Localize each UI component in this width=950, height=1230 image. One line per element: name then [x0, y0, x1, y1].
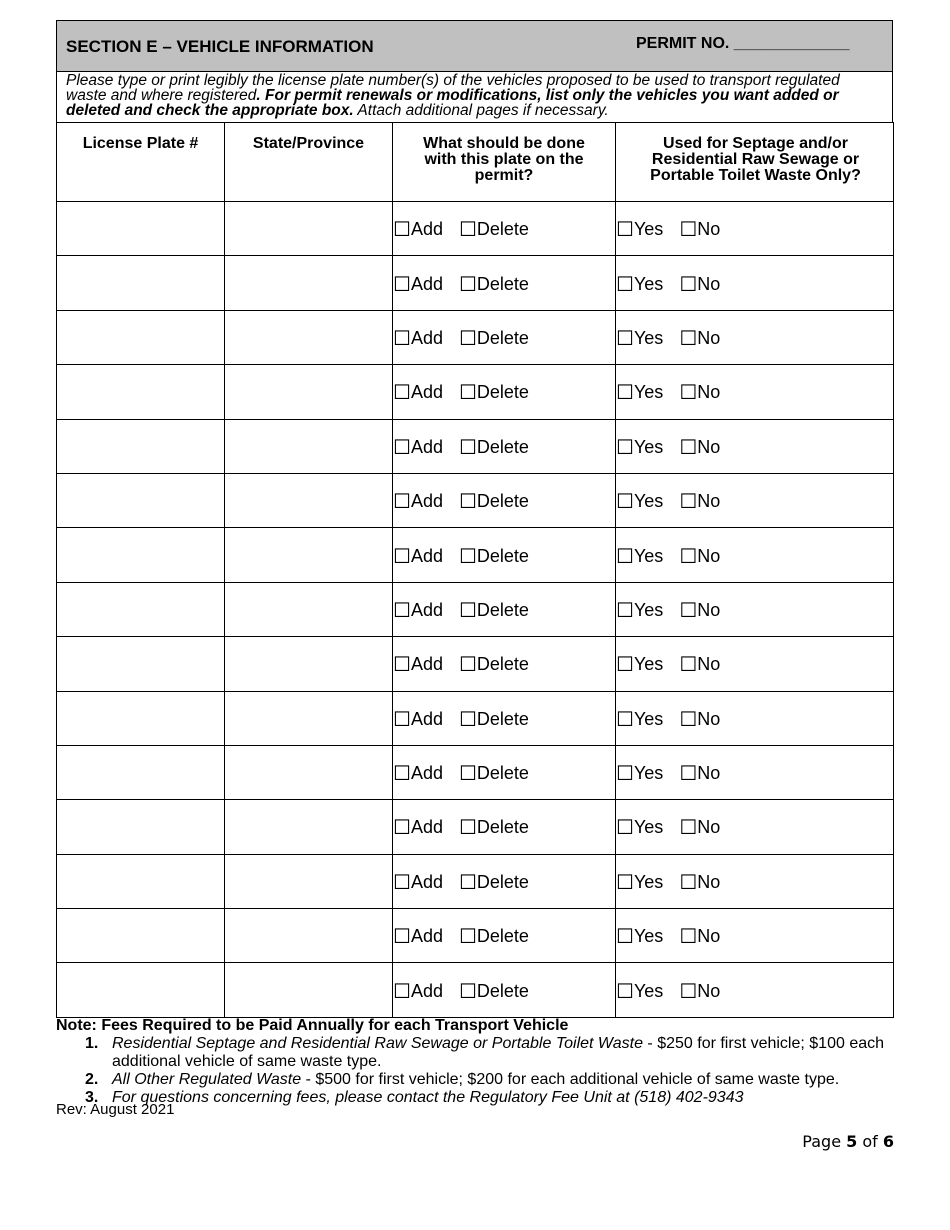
state-province-cell[interactable] [225, 854, 393, 908]
license-plate-cell[interactable] [57, 365, 225, 419]
waste-type-options [616, 963, 894, 1017]
delete-label: Delete [476, 436, 529, 457]
yes-label: Yes [633, 926, 664, 947]
checkbox-icon[interactable]: ☐ [458, 980, 477, 1003]
delete-label: Delete [476, 382, 529, 403]
waste-type-options [616, 256, 894, 310]
checkbox-icon[interactable]: ☐ [679, 491, 698, 514]
license-plate-cell[interactable] [57, 745, 225, 799]
table-row [57, 256, 894, 310]
delete-label: Delete [476, 763, 529, 784]
license-plate-cell[interactable] [57, 202, 225, 256]
state-province-cell[interactable] [225, 963, 393, 1017]
fee-notes [56, 1017, 906, 1117]
action-options [393, 473, 616, 527]
add-label: Add [410, 763, 443, 784]
checkbox-icon[interactable]: ☐ [458, 545, 477, 568]
delete-label: Delete [476, 926, 529, 947]
delete-label: Delete [476, 708, 529, 729]
checkbox-icon[interactable]: ☐ [679, 273, 698, 296]
instructions-emphasis: . For permit renewals or modifications, list only the vehicles you want added or deleted and check the appropriate box. [66, 87, 839, 119]
checkbox-icon[interactable]: ☐ [616, 926, 634, 949]
state-province-cell[interactable] [225, 419, 393, 473]
no-label: No [697, 599, 721, 620]
delete-label: Delete [476, 871, 529, 892]
waste-type-options [616, 473, 894, 527]
state-province-cell[interactable] [225, 473, 393, 527]
checkbox-icon[interactable]: ☐ [458, 273, 477, 296]
table-row [57, 745, 894, 799]
checkbox-icon[interactable]: ☐ [679, 599, 698, 622]
checkbox-icon[interactable]: ☐ [458, 763, 477, 786]
note-emphasis: For questions concerning fees, please contact the Regulatory Fee Unit at (518) 402-9343 [112, 1089, 744, 1106]
table-row [57, 419, 894, 473]
delete-label: Delete [476, 654, 529, 675]
delete-label: Delete [476, 327, 529, 348]
revision-date: Rev: August 2021 [56, 1101, 175, 1118]
add-label: Add [410, 871, 443, 892]
no-label: No [697, 436, 721, 457]
no-label: No [697, 817, 721, 838]
no-label: No [697, 926, 721, 947]
note-item-3 [56, 1089, 906, 1107]
delete-label: Delete [476, 817, 529, 838]
notes-title: Note: Fees Required to be Paid Annually for each Transport Vehicle [56, 1017, 569, 1034]
checkbox-icon[interactable]: ☐ [458, 708, 477, 731]
license-plate-cell[interactable] [57, 473, 225, 527]
action-options [393, 582, 616, 636]
yes-label: Yes [633, 219, 664, 240]
action-options [393, 854, 616, 908]
checkbox-icon[interactable]: ☐ [679, 327, 698, 350]
action-options [393, 691, 616, 745]
column-header-state-province: State/Province [225, 123, 393, 202]
instructions-attach-note: Attach additional pages if necessary. [353, 102, 609, 119]
license-plate-cell[interactable] [57, 800, 225, 854]
state-province-cell[interactable] [225, 202, 393, 256]
page-total: 6 [882, 1132, 894, 1151]
vehicle-table [56, 122, 894, 1018]
checkbox-icon[interactable]: ☐ [679, 382, 698, 405]
action-options [393, 202, 616, 256]
license-plate-cell[interactable] [57, 582, 225, 636]
instructions-text: Please type or print legibly the license plate number(s) of the vehicles proposed to be used to transport regulated waste and where registered [66, 72, 840, 104]
waste-type-options [616, 854, 894, 908]
table-header-row [57, 123, 894, 202]
column-header-waste-type-label: Used for Septage and/or Residential Raw Sewage or Portable Toilet Waste Only? [650, 135, 861, 184]
license-plate-cell[interactable] [57, 310, 225, 364]
yes-label: Yes [633, 599, 664, 620]
no-label: No [697, 763, 721, 784]
add-label: Add [410, 219, 443, 240]
waste-type-options [616, 582, 894, 636]
table-row [57, 365, 894, 419]
state-province-cell[interactable] [225, 528, 393, 582]
note-text: - $500 for first vehicle; $200 for each additional vehicle of same waste type. [301, 1071, 840, 1088]
checkbox-icon[interactable]: ☐ [616, 491, 634, 514]
instructions [56, 72, 893, 122]
checkbox-icon[interactable]: ☐ [393, 763, 411, 786]
checkbox-icon[interactable]: ☐ [616, 273, 634, 296]
yes-label: Yes [633, 273, 664, 294]
checkbox-icon[interactable]: ☐ [393, 327, 411, 350]
note-text: - $250 for first vehicle; $100 each additional vehicle of same waste type. [112, 1035, 885, 1070]
checkbox-icon[interactable]: ☐ [616, 327, 634, 350]
table-row [57, 202, 894, 256]
action-options [393, 528, 616, 582]
column-header-action [393, 123, 616, 202]
checkbox-icon[interactable]: ☐ [616, 763, 634, 786]
table-row [57, 528, 894, 582]
state-province-cell[interactable] [225, 691, 393, 745]
table-row [57, 310, 894, 364]
checkbox-icon[interactable]: ☐ [393, 599, 411, 622]
action-options [393, 256, 616, 310]
page-prefix: Page [802, 1132, 847, 1151]
action-options [393, 365, 616, 419]
add-label: Add [410, 708, 443, 729]
waste-type-options [616, 745, 894, 799]
page-current: 5 [846, 1132, 858, 1151]
checkbox-icon[interactable]: ☐ [458, 219, 477, 242]
action-options [393, 909, 616, 963]
table-row [57, 800, 894, 854]
checkbox-icon[interactable]: ☐ [458, 654, 477, 677]
delete-label: Delete [476, 491, 529, 512]
waste-type-options [616, 419, 894, 473]
waste-type-options [616, 310, 894, 364]
add-label: Add [410, 491, 443, 512]
waste-type-options [616, 528, 894, 582]
state-province-cell[interactable] [225, 310, 393, 364]
yes-label: Yes [633, 654, 664, 675]
action-options [393, 963, 616, 1017]
checkbox-icon[interactable]: ☐ [393, 436, 411, 459]
checkbox-icon[interactable]: ☐ [458, 871, 477, 894]
section-header [56, 20, 893, 72]
vehicle-information-form [56, 20, 893, 1018]
table-row [57, 473, 894, 527]
column-header-action-label: What should be done with this plate on the permit? [423, 135, 585, 184]
checkbox-icon[interactable]: ☐ [679, 219, 698, 242]
no-label: No [697, 545, 721, 566]
table-row [57, 909, 894, 963]
checkbox-icon[interactable]: ☐ [616, 382, 634, 405]
license-plate-cell[interactable] [57, 909, 225, 963]
checkbox-icon[interactable]: ☐ [393, 926, 411, 949]
checkbox-icon[interactable]: ☐ [393, 545, 411, 568]
note-number: 2. [85, 1071, 99, 1088]
yes-label: Yes [633, 763, 664, 784]
delete-label: Delete [476, 219, 529, 240]
checkbox-icon[interactable]: ☐ [458, 327, 477, 350]
add-label: Add [410, 817, 443, 838]
checkbox-icon[interactable]: ☐ [393, 871, 411, 894]
column-header-license-plate: License Plate # [57, 123, 225, 202]
permit-number-field[interactable]: PERMIT NO. _____________ [636, 35, 850, 52]
checkbox-icon[interactable]: ☐ [616, 219, 634, 242]
state-province-cell[interactable] [225, 909, 393, 963]
table-row [57, 637, 894, 691]
action-options [393, 800, 616, 854]
section-title: SECTION E – VEHICLE INFORMATION [66, 37, 374, 56]
table-row [57, 582, 894, 636]
checkbox-icon[interactable]: ☐ [458, 436, 477, 459]
checkbox-icon[interactable]: ☐ [679, 926, 698, 949]
no-label: No [697, 491, 721, 512]
waste-type-options [616, 800, 894, 854]
license-plate-cell[interactable] [57, 691, 225, 745]
waste-type-options [616, 365, 894, 419]
yes-label: Yes [633, 382, 664, 403]
state-province-cell[interactable] [225, 256, 393, 310]
add-label: Add [410, 654, 443, 675]
checkbox-icon[interactable]: ☐ [393, 219, 411, 242]
no-label: No [697, 980, 721, 1001]
page-of: of [857, 1132, 883, 1151]
add-label: Add [410, 382, 443, 403]
checkbox-icon[interactable]: ☐ [616, 654, 634, 677]
checkbox-icon[interactable]: ☐ [616, 871, 634, 894]
checkbox-icon[interactable]: ☐ [393, 817, 411, 840]
checkbox-icon[interactable]: ☐ [679, 871, 698, 894]
delete-label: Delete [476, 273, 529, 294]
delete-label: Delete [476, 599, 529, 620]
yes-label: Yes [633, 491, 664, 512]
checkbox-icon[interactable]: ☐ [679, 817, 698, 840]
no-label: No [697, 273, 721, 294]
checkbox-icon[interactable]: ☐ [679, 436, 698, 459]
add-label: Add [410, 436, 443, 457]
checkbox-icon[interactable]: ☐ [616, 708, 634, 731]
checkbox-icon[interactable]: ☐ [616, 545, 634, 568]
checkbox-icon[interactable]: ☐ [679, 708, 698, 731]
add-label: Add [410, 273, 443, 294]
license-plate-cell[interactable] [57, 637, 225, 691]
add-label: Add [410, 327, 443, 348]
note-emphasis: Residential Septage and Residential Raw Sewage or Portable Toilet Waste [112, 1035, 643, 1052]
checkbox-icon[interactable]: ☐ [458, 491, 477, 514]
state-province-cell[interactable] [225, 365, 393, 419]
yes-label: Yes [633, 980, 664, 1001]
license-plate-cell[interactable] [57, 419, 225, 473]
checkbox-icon[interactable]: ☐ [458, 599, 477, 622]
state-province-cell[interactable] [225, 745, 393, 799]
table-row [57, 691, 894, 745]
no-label: No [697, 654, 721, 675]
note-item-1 [56, 1035, 906, 1071]
state-province-cell[interactable] [225, 800, 393, 854]
checkbox-icon[interactable]: ☐ [616, 980, 634, 1003]
note-number: 1. [85, 1035, 99, 1052]
no-label: No [697, 708, 721, 729]
delete-label: Delete [476, 545, 529, 566]
yes-label: Yes [633, 327, 664, 348]
checkbox-icon[interactable]: ☐ [393, 980, 411, 1003]
checkbox-icon[interactable]: ☐ [616, 817, 634, 840]
note-number: 3. [85, 1089, 99, 1106]
waste-type-options [616, 691, 894, 745]
checkbox-icon[interactable]: ☐ [616, 436, 634, 459]
checkbox-icon[interactable]: ☐ [616, 599, 634, 622]
state-province-cell[interactable] [225, 582, 393, 636]
checkbox-icon[interactable]: ☐ [393, 491, 411, 514]
license-plate-cell[interactable] [57, 854, 225, 908]
yes-label: Yes [633, 708, 664, 729]
action-options [393, 637, 616, 691]
table-row [57, 854, 894, 908]
no-label: No [697, 871, 721, 892]
no-label: No [697, 219, 721, 240]
waste-type-options [616, 637, 894, 691]
checkbox-icon[interactable]: ☐ [393, 654, 411, 677]
action-options [393, 310, 616, 364]
action-options [393, 419, 616, 473]
checkbox-icon[interactable]: ☐ [393, 273, 411, 296]
checkbox-icon[interactable]: ☐ [679, 980, 698, 1003]
note-item-2 [56, 1071, 906, 1089]
checkbox-icon[interactable]: ☐ [393, 382, 411, 405]
waste-type-options [616, 909, 894, 963]
no-label: No [697, 327, 721, 348]
column-header-waste-type [616, 123, 894, 202]
add-label: Add [410, 599, 443, 620]
delete-label: Delete [476, 980, 529, 1001]
checkbox-icon[interactable]: ☐ [679, 545, 698, 568]
license-plate-cell[interactable] [57, 963, 225, 1017]
add-label: Add [410, 926, 443, 947]
checkbox-icon[interactable]: ☐ [393, 708, 411, 731]
table-body [57, 202, 894, 1018]
state-province-cell[interactable] [225, 637, 393, 691]
checkbox-icon[interactable]: ☐ [679, 654, 698, 677]
license-plate-cell[interactable] [57, 528, 225, 582]
checkbox-icon[interactable]: ☐ [458, 382, 477, 405]
yes-label: Yes [633, 545, 664, 566]
checkbox-icon[interactable]: ☐ [458, 817, 477, 840]
add-label: Add [410, 545, 443, 566]
table-row [57, 963, 894, 1017]
yes-label: Yes [633, 871, 664, 892]
license-plate-cell[interactable] [57, 256, 225, 310]
page-number [802, 1132, 894, 1151]
waste-type-options [616, 202, 894, 256]
yes-label: Yes [633, 436, 664, 457]
checkbox-icon[interactable]: ☐ [458, 926, 477, 949]
yes-label: Yes [633, 817, 664, 838]
add-label: Add [410, 980, 443, 1001]
action-options [393, 745, 616, 799]
no-label: No [697, 382, 721, 403]
note-emphasis: All Other Regulated Waste [112, 1071, 302, 1088]
checkbox-icon[interactable]: ☐ [679, 763, 698, 786]
